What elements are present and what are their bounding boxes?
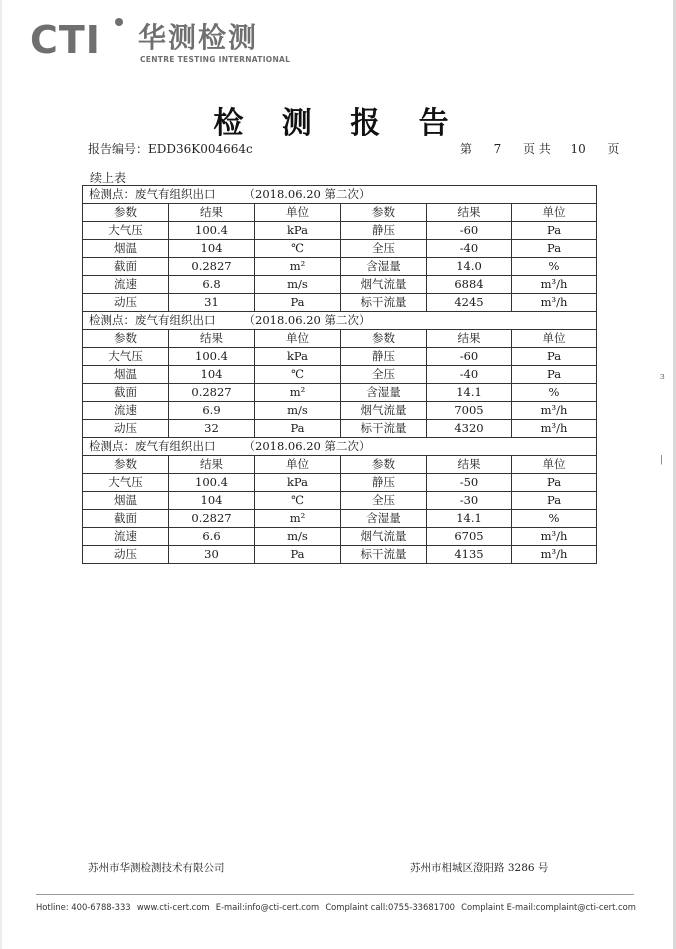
footer-contact: [36, 902, 636, 912]
table-cell: ℃: [255, 492, 341, 510]
table-cell: m³/h: [512, 546, 597, 564]
table-row: [83, 420, 597, 438]
footer-hotline: Hotline: 400-6788-333: [36, 902, 131, 912]
detection-point: 检测点：废气有组织出口: [89, 187, 216, 201]
footer-email: E-mail:info@cti-cert.com: [215, 902, 320, 912]
table-cell: -40: [427, 366, 512, 384]
table-cell: m²: [255, 258, 341, 276]
table-cell: 含湿量: [341, 384, 427, 402]
table-cell: 100.4: [169, 348, 255, 366]
table-cell: 流速: [83, 276, 169, 294]
column-header: 单位: [255, 330, 341, 348]
table-cell: Pa: [512, 366, 597, 384]
table-row: [83, 294, 597, 312]
table-cell: 全压: [341, 240, 427, 258]
section-header-row: [83, 312, 597, 330]
table-cell: m³/h: [512, 294, 597, 312]
table-row: [83, 528, 597, 546]
table-cell: 动压: [83, 546, 169, 564]
table-row: [83, 258, 597, 276]
table-cell: 14.1: [427, 510, 512, 528]
section-header-row: [83, 186, 597, 204]
table-cell: 流速: [83, 402, 169, 420]
table-cell: 大气压: [83, 222, 169, 240]
logo-dot-icon: [115, 18, 123, 26]
column-header: 参数: [83, 330, 169, 348]
table-cell: -30: [427, 492, 512, 510]
table-cell: 31: [169, 294, 255, 312]
section-header-cell: [83, 438, 597, 456]
table-row: [83, 510, 597, 528]
table-cell: kPa: [255, 348, 341, 366]
table-cell: 标干流量: [341, 546, 427, 564]
table-cell: m³/h: [512, 276, 597, 294]
footer-complaint-email: Complaint E-mail:complaint@cti-cert.com: [461, 902, 636, 912]
continued-label: 续上表: [90, 171, 127, 185]
column-header: 参数: [341, 456, 427, 474]
table-row: [83, 348, 597, 366]
column-header: 结果: [169, 330, 255, 348]
column-header: 结果: [169, 204, 255, 222]
table-cell: 烟气流量: [341, 402, 427, 420]
table-cell: 烟气流量: [341, 276, 427, 294]
page-left-edge: [0, 0, 2, 949]
table-cell: 100.4: [169, 474, 255, 492]
footer-address: 苏州市相城区澄阳路 3286 号: [410, 862, 549, 874]
table-cell: 104: [169, 492, 255, 510]
column-header: 单位: [512, 330, 597, 348]
measurement-table: [82, 185, 597, 564]
detection-date: （2018.06.20 第二次）: [243, 439, 371, 453]
table-cell: 烟气流量: [341, 528, 427, 546]
column-header: 参数: [341, 330, 427, 348]
column-header: 单位: [512, 456, 597, 474]
report-number: 报告编号：EDD36K004664c: [88, 142, 253, 156]
table-row: [83, 384, 597, 402]
table-cell: 6884: [427, 276, 512, 294]
table-cell: %: [512, 510, 597, 528]
logo-chinese-text: 华测检测: [138, 21, 259, 54]
table-cell: Pa: [512, 222, 597, 240]
column-header: 单位: [255, 456, 341, 474]
column-header-row: [83, 330, 597, 348]
table-row: [83, 366, 597, 384]
column-header: 结果: [169, 456, 255, 474]
table-cell: 32: [169, 420, 255, 438]
table-row: [83, 240, 597, 258]
table-cell: 6.6: [169, 528, 255, 546]
table-cell: 全压: [341, 492, 427, 510]
table-cell: ℃: [255, 240, 341, 258]
table-cell: 动压: [83, 294, 169, 312]
table-cell: 含湿量: [341, 258, 427, 276]
table-cell: 烟温: [83, 366, 169, 384]
page-indicator: [460, 140, 619, 157]
footer-divider: [36, 894, 634, 895]
logo-english-text: CENTRE TESTING INTERNATIONAL: [140, 55, 291, 64]
column-header: 单位: [512, 204, 597, 222]
table-cell: 含湿量: [341, 510, 427, 528]
detection-date: （2018.06.20 第二次）: [243, 187, 371, 201]
table-cell: m/s: [255, 276, 341, 294]
report-title: 检 测 报 告: [213, 106, 463, 141]
table-cell: 静压: [341, 474, 427, 492]
section-header-cell: [83, 186, 597, 204]
table-cell: 烟温: [83, 492, 169, 510]
table-cell: 14.0: [427, 258, 512, 276]
page-suffix: 页: [607, 142, 620, 156]
margin-mark: ɜ: [660, 372, 665, 382]
table-cell: 截面: [83, 510, 169, 528]
section-header-cell: [83, 312, 597, 330]
logo-text: CTI: [30, 18, 101, 62]
detection-point: 检测点：废气有组织出口: [89, 313, 216, 327]
table-cell: 静压: [341, 222, 427, 240]
table-cell: Pa: [255, 294, 341, 312]
table-cell: 6.9: [169, 402, 255, 420]
table-row: [83, 546, 597, 564]
column-header: 参数: [83, 204, 169, 222]
table-cell: 0.2827: [169, 384, 255, 402]
footer-website: www.cti-cert.com: [136, 902, 210, 912]
page-current: 7: [493, 142, 502, 156]
table-cell: Pa: [512, 240, 597, 258]
table-cell: m³/h: [512, 420, 597, 438]
table-cell: 4135: [427, 546, 512, 564]
table-cell: 4245: [427, 294, 512, 312]
table-cell: 100.4: [169, 222, 255, 240]
table-cell: 大气压: [83, 474, 169, 492]
table-cell: 标干流量: [341, 294, 427, 312]
table-cell: 截面: [83, 384, 169, 402]
table-cell: 104: [169, 240, 255, 258]
section-header-row: [83, 438, 597, 456]
table-cell: 流速: [83, 528, 169, 546]
table-cell: m³/h: [512, 528, 597, 546]
table-cell: Pa: [512, 492, 597, 510]
table-cell: m/s: [255, 528, 341, 546]
table-cell: %: [512, 258, 597, 276]
table-cell: Pa: [255, 420, 341, 438]
margin-mark: |: [660, 455, 664, 465]
table-cell: 动压: [83, 420, 169, 438]
table-cell: 0.2827: [169, 510, 255, 528]
table-cell: m²: [255, 510, 341, 528]
table-cell: 6705: [427, 528, 512, 546]
column-header: 结果: [427, 456, 512, 474]
table-cell: 全压: [341, 366, 427, 384]
table-row: [83, 474, 597, 492]
table-cell: 大气压: [83, 348, 169, 366]
table-cell: kPa: [255, 222, 341, 240]
table-row: [83, 402, 597, 420]
table-cell: -40: [427, 240, 512, 258]
column-header-row: [83, 456, 597, 474]
table-cell: 0.2827: [169, 258, 255, 276]
column-header: 单位: [255, 204, 341, 222]
footer-complaint-call: Complaint call:0755-33681700: [325, 902, 455, 912]
table-cell: -50: [427, 474, 512, 492]
table-cell: %: [512, 384, 597, 402]
table-cell: ℃: [255, 366, 341, 384]
table-cell: m/s: [255, 402, 341, 420]
page-prefix: 第: [460, 142, 473, 156]
footer-company: 苏州市华测检测技术有限公司: [88, 862, 225, 874]
table-cell: 6.8: [169, 276, 255, 294]
column-header-row: [83, 204, 597, 222]
table-cell: 30: [169, 546, 255, 564]
table-row: [83, 492, 597, 510]
table-cell: 标干流量: [341, 420, 427, 438]
detection-point: 检测点：废气有组织出口: [89, 439, 216, 453]
table-cell: Pa: [512, 474, 597, 492]
table-cell: 静压: [341, 348, 427, 366]
table-cell: 14.1: [427, 384, 512, 402]
column-header: 结果: [427, 330, 512, 348]
page-total: 10: [570, 142, 586, 156]
detection-date: （2018.06.20 第二次）: [243, 313, 371, 327]
table-cell: -60: [427, 348, 512, 366]
column-header: 参数: [83, 456, 169, 474]
table-cell: 104: [169, 366, 255, 384]
table-cell: -60: [427, 222, 512, 240]
table-cell: 烟温: [83, 240, 169, 258]
table-row: [83, 276, 597, 294]
table-cell: m³/h: [512, 402, 597, 420]
table-cell: kPa: [255, 474, 341, 492]
column-header: 结果: [427, 204, 512, 222]
page-mid: 页 共: [522, 142, 551, 156]
table-cell: Pa: [512, 348, 597, 366]
table-cell: m²: [255, 384, 341, 402]
table-cell: Pa: [255, 546, 341, 564]
table-cell: 截面: [83, 258, 169, 276]
table-row: [83, 222, 597, 240]
table-cell: 7005: [427, 402, 512, 420]
table-cell: 4320: [427, 420, 512, 438]
column-header: 参数: [341, 204, 427, 222]
